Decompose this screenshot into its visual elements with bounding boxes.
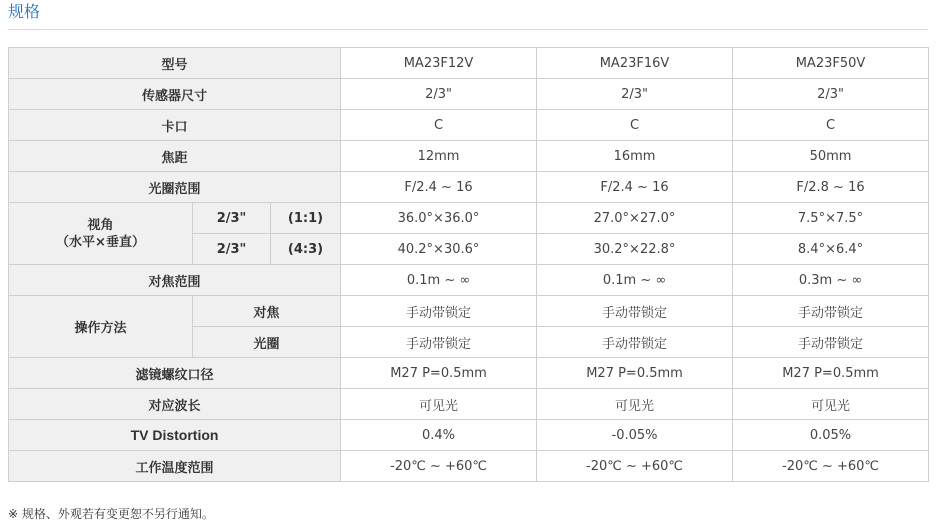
table-row-fov-1	[9, 203, 929, 234]
sensor-value: 2/3"	[341, 79, 537, 110]
sensor-value: 2/3"	[733, 79, 929, 110]
table-row-temperature	[9, 451, 929, 482]
fov-ratio-label: (1:1)	[271, 203, 341, 234]
row-label-wavelength: 对应波长	[9, 389, 341, 420]
row-label-aperture: 光圈范围	[9, 172, 341, 203]
operation-value: 手动带锁定	[537, 327, 733, 358]
table-row-operation-focus	[9, 296, 929, 327]
focal-value: 16mm	[537, 141, 733, 172]
wavelength-value: 可见光	[733, 389, 929, 420]
table-row-distortion	[9, 420, 929, 451]
row-label-fov	[9, 203, 193, 265]
operation-value: 手动带锁定	[537, 296, 733, 327]
row-label-temperature: 工作温度范围	[9, 451, 341, 482]
operation-value: 手动带锁定	[341, 296, 537, 327]
fov-value: 30.2°×22.8°	[537, 234, 733, 265]
row-label-model: 型号	[9, 48, 341, 79]
row-label-focus-range: 对焦范围	[9, 265, 341, 296]
table-row-model	[9, 48, 929, 79]
aperture-value: F/2.8 ~ 16	[733, 172, 929, 203]
row-label-distortion: TV Distortion	[9, 420, 341, 451]
filter-value: M27 P=0.5mm	[537, 358, 733, 389]
row-label-filter: 滤镜螺纹口径	[9, 358, 341, 389]
operation-focus-label: 对焦	[193, 296, 341, 327]
operation-value: 手动带锁定	[341, 327, 537, 358]
focus-range-value: 0.3m ~ ∞	[733, 265, 929, 296]
title-divider	[8, 29, 928, 30]
distortion-value: 0.4%	[341, 420, 537, 451]
temperature-value: -20℃ ~ +60℃	[341, 451, 537, 482]
temperature-value: -20℃ ~ +60℃	[733, 451, 929, 482]
table-row-filter	[9, 358, 929, 389]
fov-value: 36.0°×36.0°	[341, 203, 537, 234]
model-name: MA23F12V	[341, 48, 537, 79]
table-row-focus-range	[9, 265, 929, 296]
wavelength-value: 可见光	[341, 389, 537, 420]
fov-size-label: 2/3"	[193, 234, 271, 265]
temperature-value: -20℃ ~ +60℃	[537, 451, 733, 482]
table-row-mount	[9, 110, 929, 141]
row-label-sensor: 传感器尺寸	[9, 79, 341, 110]
fov-value: 40.2°×30.6°	[341, 234, 537, 265]
focal-value: 12mm	[341, 141, 537, 172]
focal-value: 50mm	[733, 141, 929, 172]
row-label-mount: 卡口	[9, 110, 341, 141]
wavelength-value: 可见光	[537, 389, 733, 420]
fov-label-line1: 视角	[87, 217, 114, 233]
operation-value: 手动带锁定	[733, 327, 929, 358]
fov-label-line2: （水平×垂直）	[56, 234, 145, 250]
mount-value: C	[733, 110, 929, 141]
operation-value: 手动带锁定	[733, 296, 929, 327]
aperture-value: F/2.4 ~ 16	[537, 172, 733, 203]
fov-value: 7.5°×7.5°	[733, 203, 929, 234]
fov-size-label: 2/3"	[193, 203, 271, 234]
table-row-wavelength	[9, 389, 929, 420]
mount-value: C	[341, 110, 537, 141]
fov-value: 27.0°×27.0°	[537, 203, 733, 234]
filter-value: M27 P=0.5mm	[341, 358, 537, 389]
row-label-focal: 焦距	[9, 141, 341, 172]
fov-value: 8.4°×6.4°	[733, 234, 929, 265]
model-name: MA23F16V	[537, 48, 733, 79]
focus-range-value: 0.1m ~ ∞	[537, 265, 733, 296]
operation-iris-label: 光圈	[193, 327, 341, 358]
distortion-value: 0.05%	[733, 420, 929, 451]
focus-range-value: 0.1m ~ ∞	[341, 265, 537, 296]
distortion-value: -0.05%	[537, 420, 733, 451]
model-name: MA23F50V	[733, 48, 929, 79]
table-row-aperture	[9, 172, 929, 203]
filter-value: M27 P=0.5mm	[733, 358, 929, 389]
row-label-operation: 操作方法	[9, 296, 193, 358]
spec-table	[8, 47, 929, 482]
sensor-value: 2/3"	[537, 79, 733, 110]
footnote: ※ 规格、外观若有变更恕不另行通知。	[8, 507, 214, 521]
table-row-sensor	[9, 79, 929, 110]
fov-ratio-label: (4:3)	[271, 234, 341, 265]
mount-value: C	[537, 110, 733, 141]
aperture-value: F/2.4 ~ 16	[341, 172, 537, 203]
table-row-focal	[9, 141, 929, 172]
section-title: 规格	[8, 2, 41, 21]
